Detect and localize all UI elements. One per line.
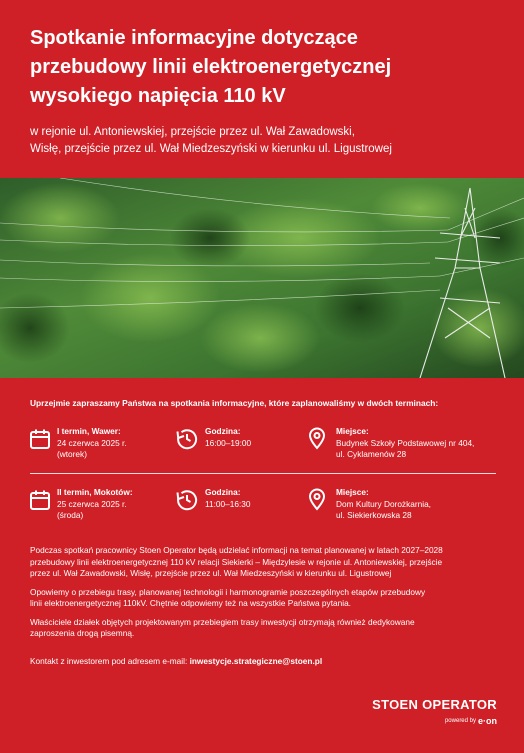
term-place-block [336, 426, 474, 461]
paragraph [30, 617, 500, 640]
powered-by-text: powered by [444, 717, 476, 724]
term-date-block [57, 426, 127, 461]
place-line: Budynek Szkoły Podstawowej nr 404, [336, 437, 475, 448]
page-title [30, 24, 500, 111]
contact-email-link[interactable]: inwestycje.strategiczne@stoen.pl [189, 656, 323, 666]
term-time-block [205, 487, 251, 510]
paragraph-line: Podczas spotkań pracownicy Stoen Operator będą udzielać informacji na temat planowanej w latach 2027–2028 [30, 545, 443, 555]
calendar-icon [28, 488, 52, 512]
term-date: 25 czerwca 2025 r. [57, 498, 127, 509]
calendar-icon [28, 427, 52, 451]
clock-icon [175, 427, 199, 451]
term-weekday: (środa) [57, 510, 84, 520]
title-line: przebudowy linii elektroenergetycznej [30, 56, 392, 78]
subtitle-line: w rejonie ul. Antoniewskiej, przejście przez ul. Wał Zawadowski, [30, 126, 355, 138]
time-label: Godzina: [205, 487, 241, 497]
paragraph-line: linii elektroenergetycznej 110kV. Chętnie odpowiemy też na wszystkie Państwa pytania. [30, 598, 351, 608]
place-line: ul. Siekierkowska 28 [336, 510, 412, 520]
forest-power-pylon-photo [0, 178, 524, 378]
term-date: 24 czerwca 2025 r. [57, 437, 127, 448]
paragraph-line: zaproszenia drogą pisemną. [30, 628, 135, 638]
intro-text: Uprzejmie zapraszamy Państwa na spotkania informacyjne, które zaplanowaliśmy w dwóch terminach: [30, 398, 439, 408]
paragraph [30, 545, 500, 580]
meeting-term-1 [0, 425, 524, 475]
location-pin-icon [305, 487, 329, 511]
brand-name: STOEN OPERATOR [372, 697, 497, 712]
title-line: wysokiego napięcia 110 kV [30, 85, 286, 107]
eon-logo: e·on [478, 715, 497, 726]
term-label: II termin, Mokotów: [57, 487, 133, 497]
contact-text: Kontakt z inwestorem pod adresem e-mail: [30, 656, 190, 666]
place-line: ul. Cyklamenów 28 [336, 449, 407, 459]
term-time: 16:00–19:00 [205, 437, 252, 448]
paragraph-line: przebudowy linii elektroenergetycznej 110 kV relacji Siekierki – Międzylesie w rejonie ul. Antoniewskiej, przejście [30, 556, 443, 567]
clock-icon [175, 488, 199, 512]
contact-line [30, 656, 322, 666]
location-pin-icon [305, 426, 329, 450]
paragraph [30, 587, 500, 610]
body-text [30, 545, 500, 647]
paragraph-line: Właściciele działek objętych projektowanym przebiegiem trasy inwestycji otrzymają również dedykowane [30, 616, 415, 627]
term-time: 11:00–16:30 [205, 498, 251, 509]
place-line: Dom Kultury Dorożkarnia, [336, 498, 431, 509]
time-label: Godzina: [205, 426, 241, 436]
title-line: Spotkanie informacyjne dotyczące [30, 27, 358, 49]
paragraph-line: Opowiemy o przebiegu trasy, planowanej technologii i harmonogramie poszczególnych etapów przebudowy [30, 586, 426, 597]
subtitle-line: Wisłę, przejście przez ul. Wał Miedzeszyński w kierunku ul. Ligustrowej [30, 143, 392, 155]
place-label: Miejsce: [336, 426, 369, 436]
term-label: I termin, Wawer: [57, 426, 121, 436]
paragraph-line: przez ul. Wał Zawadowski, Wisłę, przejście przez ul. Wał Miedzeszyński w kierunku ul. Ligustrowej [30, 568, 392, 578]
meeting-term-2 [0, 486, 524, 536]
stoen-operator-logo [372, 697, 497, 730]
place-label: Miejsce: [336, 487, 369, 497]
term-weekday: (wtorek) [57, 449, 87, 459]
term-time-block [205, 426, 251, 449]
header [0, 0, 524, 178]
term-place-block [336, 487, 431, 522]
page-subtitle [30, 124, 510, 158]
term-date-block [57, 487, 133, 522]
divider [30, 473, 496, 474]
